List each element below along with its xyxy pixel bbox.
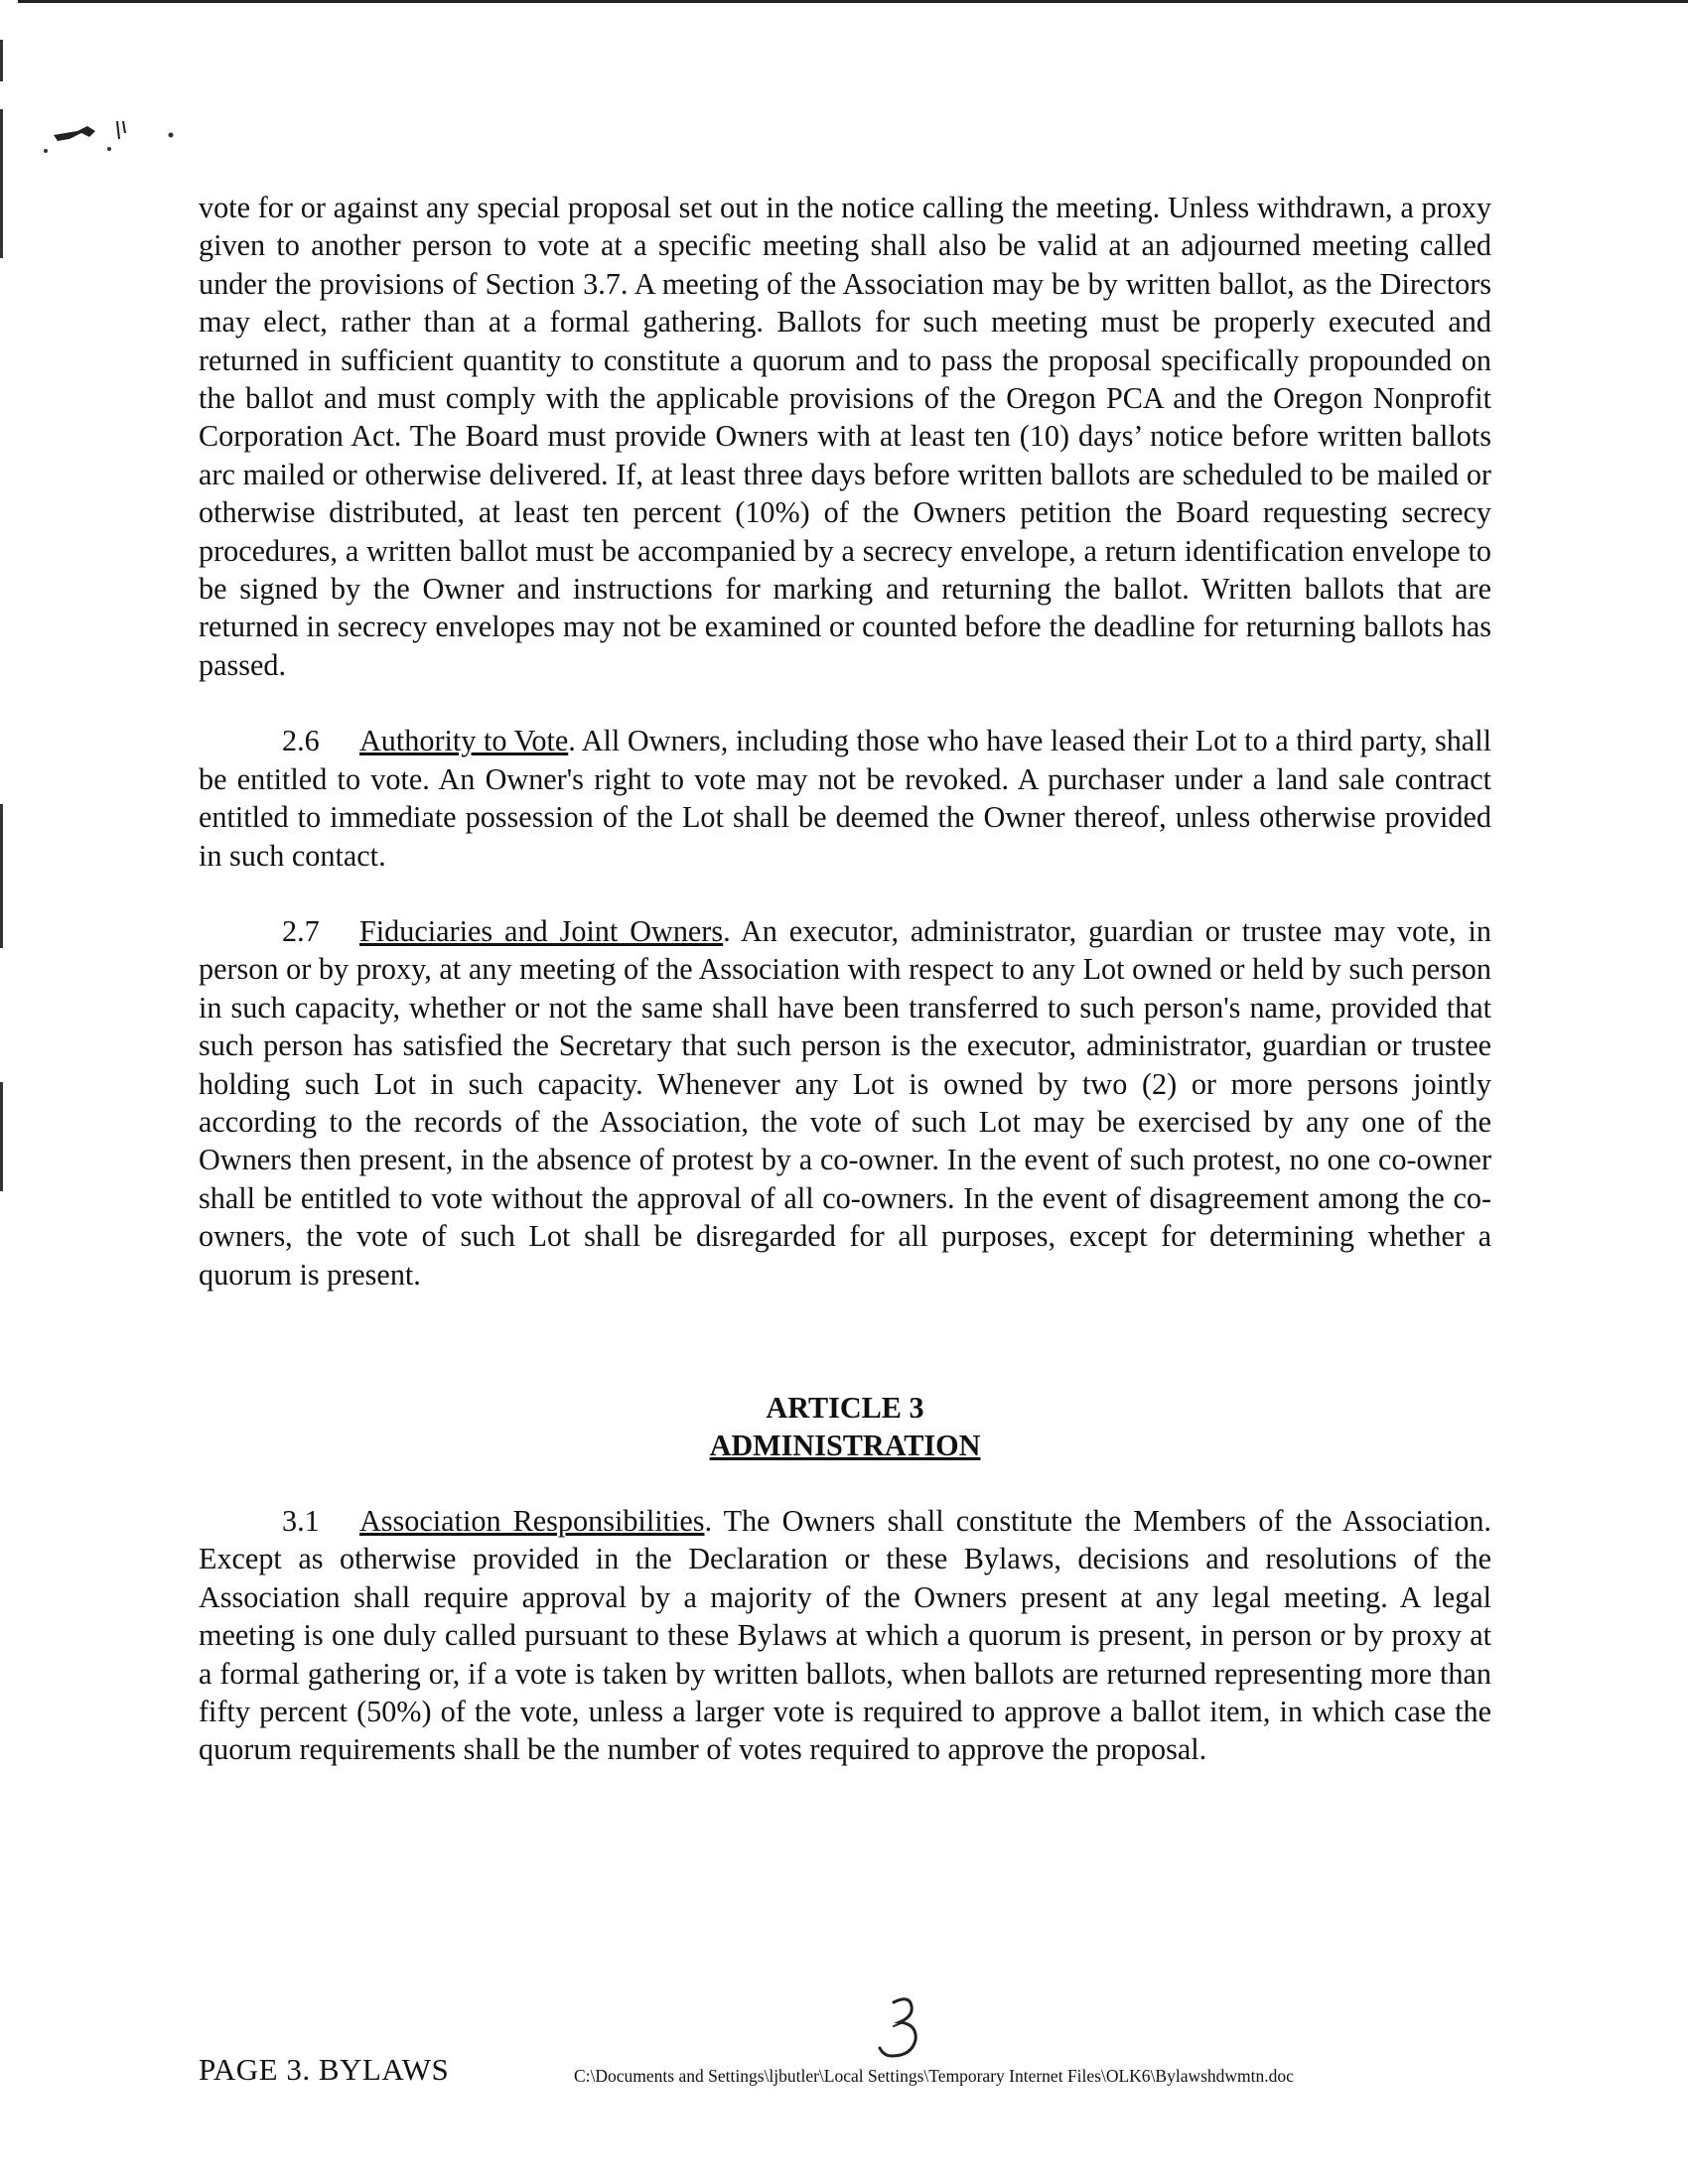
section-2-6 (199, 722, 1491, 875)
section-3-1 (199, 1502, 1491, 1769)
top-scan-rule (18, 0, 1688, 3)
left-scan-mark (0, 1082, 3, 1191)
article-heading: ARTICLE 3 (766, 1390, 924, 1425)
left-scan-mark (0, 804, 3, 948)
page-footer (199, 2052, 1499, 2102)
scan-smudge-mark (40, 109, 199, 159)
left-scan-mark (0, 40, 3, 81)
section-number: 2.6 (282, 724, 320, 758)
section-body: . The Owners shall constitute the Members of the Association. Except as otherwise provided in the Declaration or these Bylaws, decisions and resolutions of the Association shall require approval by a majority of the Owners present at any legal meeting. A legal meeting is one duly called pursuant to these Bylaws at which a quorum is present, in person or by proxy at a formal gathering or, if a vote is taken by written ballots, when ballots are returned representing more than fifty percent (50%) of the vote, unless a larger vote is required to approve a ballot item, in which case the quorum requirements shall be the number of votes required to approve the proposal. (199, 1503, 1491, 1767)
section-2-7 (199, 912, 1491, 1294)
section-body: . An executor, administrator, guardian or trustee may vote, in person or by proxy, at any meeting of the Association with respect to any Lot owned or held by such person in such capacity, whether or not the same shall have been transferred to such person's name, provided that such person has satisfied the Secretary that such person is the executor, administrator, guardian or trustee holding such Lot in such capacity. Whenever any Lot is owned by two (2) or more persons jointly according to the records of the Association, the vote of such Lot may be exercised by any one of the Owners then present, in the absence of protest by a co-owner. In the event of such protest, no one co-owner shall be entitled to vote without the approval of all co-owners. In the event of disagreement among the co-owners, the vote of such Lot shall be disregarded for all purposes, except for determining whether a quorum is present. (199, 913, 1491, 1292)
left-scan-mark (0, 109, 3, 258)
section-body: . All Owners, including those who have leased their Lot to a third party, shall be entitled to vote. An Owner's right to vote may not be revoked. A purchaser under a land sale contract entitled to immediate possession of the Lot shall be deemed the Owner thereof, unless otherwise provided in such contact. (199, 724, 1491, 873)
section-number: 2.7 (282, 913, 320, 948)
article-heading-block (199, 1389, 1491, 1464)
footer-file-path: C:\Documents and Settings\ljbutler\Local Settings\Temporary Internet Files\OLK6\Bylawshdwmtn.doc (574, 2066, 1294, 2086)
article-subheading: ADMINISTRATION (709, 1428, 981, 1462)
section-title: Fiduciaries and Joint Owners (359, 913, 724, 948)
paragraph-continuation: vote for or against any special proposal set out in the notice calling the meeting. Unless withdrawn, a proxy given to another person to vote at a specific meeting shall also be valid at an adjourned meeting called under the provisions of Section 3.7. A meeting of the Association may be by written ballot, as the Directors may elect, rather than at a formal gathering. Ballots for such meeting must be properly executed and returned in sufficient quantity to constitute a quorum and to pass the proposal specifically propounded on the ballot and must comply with the applicable provisions of the Oregon PCA and the Oregon Nonprofit Corporation Act. The Board must provide Owners with at least ten (10) days’ notice before written ballots arc mailed or otherwise delivered. If, at least three days before written ballots are scheduled to be mailed or otherwise distributed, at least ten percent (10%) of the Owners petition the Board requesting secrecy procedures, a written ballot must be accompanied by a secrecy envelope, a return identification envelope to be signed by the Owner and instructions for marking and returning the ballot. Written ballots that are returned in secrecy envelopes may not be examined or counted before the deadline for returning ballots has passed. (199, 191, 1491, 682)
footer-page-label: PAGE 3. BYLAWS (199, 2052, 450, 2087)
section-title: Authority to Vote (359, 724, 569, 758)
section-title: Association Responsibilities (359, 1503, 705, 1538)
section-number: 3.1 (282, 1503, 320, 1538)
document-body (199, 189, 1491, 1769)
handwritten-page-number-text: 3 (864, 1990, 865, 1991)
